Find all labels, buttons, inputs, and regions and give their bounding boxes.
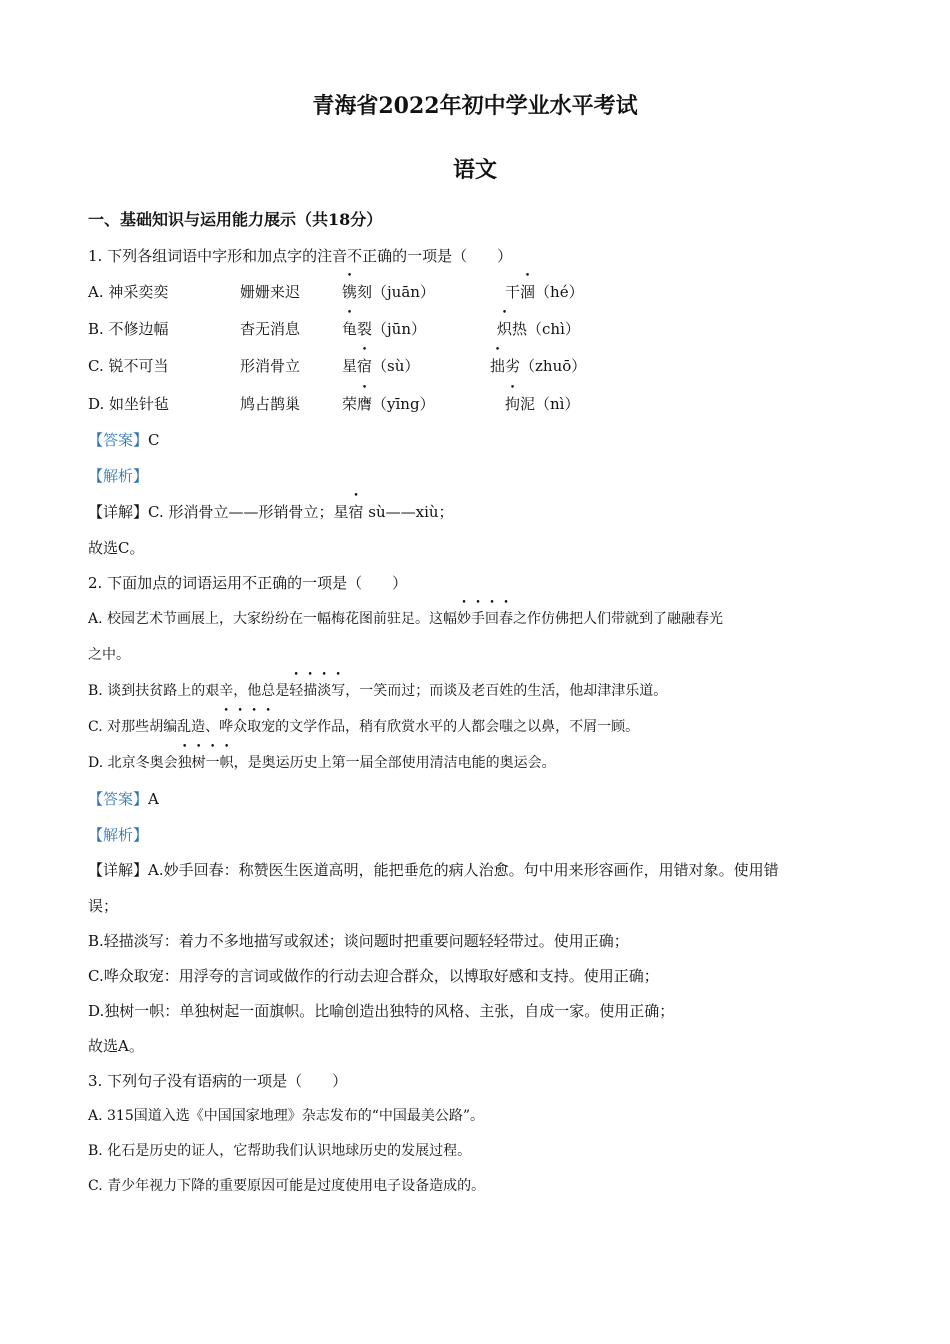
answer-value: A [148,790,159,808]
dotted-char: 帜 [219,755,234,771]
document-title: 青海省2022年初中学业水平考试 [312,93,638,119]
q1-a-label: A. 神采奕奕 [88,283,169,301]
q2-conclusion: 故选A。 [88,1037,144,1055]
answer-tag: 【答案】 [88,431,149,449]
q1-c-label: C. 锐不可当 [88,357,169,375]
q1-c-word2: 形消骨立 [240,357,301,375]
q1-d-word4-rest: 泥（nì） [520,395,580,413]
q1-d-word3-rest: （yīng） [372,395,435,413]
q1-option-b [88,319,688,341]
dotted-char: 宿 [348,503,364,521]
q1-option-d [88,394,688,416]
q1-detail-post: sù——xiù； [363,503,454,521]
q2-c-post: 的文学作品，稍有欣赏水平的人都会嗤之以鼻，不屑一顾。 [275,719,640,735]
q1-option-a [88,282,688,304]
q1-d-word3 [342,394,435,414]
dotted-char: 手 [471,611,486,627]
q1-option-c [88,356,688,378]
q1-detail-pre: C. 形消骨立——形销骨立；星 [148,503,349,521]
q1-a-word4 [505,282,584,302]
dotted-char: 宿 [357,357,373,375]
question-3-stem: 3. 下列句子没有语病的一项是（ ） [88,1072,348,1090]
q2-b-pre: B. 谈到扶贫路上的艰辛，他总是 [88,683,290,699]
q1-a-word2: 姗姗来迟 [240,283,301,301]
q2-a-post: 之作仿佛把人们带就到了融融春光 [513,611,724,627]
q1-b-word4-rest: 热（chì） [512,320,580,338]
q1-d-word2: 鸠占鹊巢 [240,395,301,413]
dotted-char: 哗 [219,719,234,735]
dotted-char: 妙 [457,611,472,627]
dotted-char: 回 [485,611,500,627]
q2-detail-2: B.轻描淡写：着力不多地描写或叙述；谈问题时把重要问题轻轻带过。使用正确； [88,932,629,950]
dotted-char: 宠 [261,719,276,735]
q3-option-a: A. 315国道入选《中国国家地理》杂志发布的“中国最美公路”。 [88,1108,485,1124]
dotted-char: 膺 [357,395,373,413]
dotted-char: 涸 [520,283,536,301]
q2-detail-3: C.哗众取宠：用浮夸的言词或做作的行动去迎合群众，以博取好感和支持。使用正确； [88,967,659,985]
answer-value: C [148,431,160,449]
detail-tag: 【详解】 [88,861,149,879]
dotted-char: 淡 [317,683,332,699]
q1-d-word4 [505,394,579,414]
answer-tag: 【答案】 [88,790,149,808]
q1-c-word3 [342,356,419,376]
q1-c-word4 [490,356,586,376]
q2-d-pre: D. 北京冬奥会 [88,755,178,771]
q1-b-word3 [342,319,426,339]
q2-option-a-cont: 之中。 [88,647,130,663]
dotted-char: 众 [233,719,248,735]
q2-detail-1-text: A.妙手回春：称赞医生医道高明，能把垂危的病人治愈。句中用来形容画作，用错对象。使用错 [148,861,779,879]
q1-c-word3-pre: 星 [342,357,358,375]
q1-b-word3-rest: 裂（jūn） [357,320,426,338]
q1-d-word3-pre: 荣 [342,395,358,413]
q1-c-word3-rest: （sù） [372,357,420,375]
q3-option-c: C. 青少年视力下降的重要原因可能是过度使用电子设备造成的。 [88,1178,486,1194]
q2-option-d [88,753,556,773]
q1-b-word2: 杳无消息 [240,320,301,338]
dotted-char: 独 [177,755,192,771]
q2-detail-4: D.独树一帜：单独树起一面旗帜。比喻创造出独特的风格、主张，自成一家。使用正确； [88,1002,675,1020]
q1-a-word3 [342,282,435,302]
q1-c-word4-rest: 劣（zhuō） [505,357,587,375]
q2-d-post: ，是奥运历史上第一届全部使用清洁电能的奥运会。 [233,755,556,771]
q1-b-word4 [497,319,580,339]
q2-c-pre: C. 对那些胡编乱造、 [88,719,220,735]
q2-answer [88,789,159,809]
question-2-stem: 2. 下面加点的词语运用不正确的一项是（ ） [88,574,408,592]
q1-d-label: D. 如坐针毡 [88,395,170,413]
dotted-char: 一 [205,755,220,771]
dotted-char: 春 [499,611,514,627]
q2-a-pre: A. 校园艺术节画展上，大家纷纷在一幅梅花图前驻足。这幅 [88,611,458,627]
q1-analysis-tag: 【解析】 [88,467,149,485]
q1-answer [88,430,160,450]
subject-title: 语文 [452,157,497,183]
q2-detail-1 [88,860,779,880]
q2-option-b [88,681,667,701]
q2-detail-1-cont: 误； [88,897,119,915]
dotted-char: 树 [191,755,206,771]
detail-tag: 【详解】 [88,503,149,521]
q2-b-post: ，一笑而过；而谈及老百姓的生活，他却津津乐道。 [345,683,668,699]
dotted-char: 取 [247,719,262,735]
q1-b-label: B. 不修边幅 [88,320,169,338]
section-heading: 一、基础知识与运用能力展示（共18分） [88,210,383,229]
dotted-char: 拙 [490,357,506,375]
dotted-char: 拘 [505,395,521,413]
q2-option-a [88,609,723,629]
q1-a-word4-pre: 干 [505,283,521,301]
q2-option-c [88,717,639,737]
q1-a-word4-rest: （hé） [535,283,584,301]
dotted-char: 轻 [289,683,304,699]
dotted-char: 描 [303,683,318,699]
q2-analysis-tag: 【解析】 [88,826,149,844]
q1-a-word3-rest: 刻（juān） [357,283,435,301]
q1-detail [88,502,454,522]
dotted-char: 炽 [497,320,513,338]
question-1-stem: 1. 下列各组词语中字形和加点字的注音不正确的一项是（ ） [88,247,513,265]
dotted-char: 龟 [342,320,358,338]
q3-option-b: B. 化石是历史的证人，它帮助我们认识地球历史的发展过程。 [88,1143,472,1159]
dotted-char: 镌 [342,283,358,301]
dotted-char: 写 [331,683,346,699]
q1-conclusion: 故选C。 [88,539,145,557]
